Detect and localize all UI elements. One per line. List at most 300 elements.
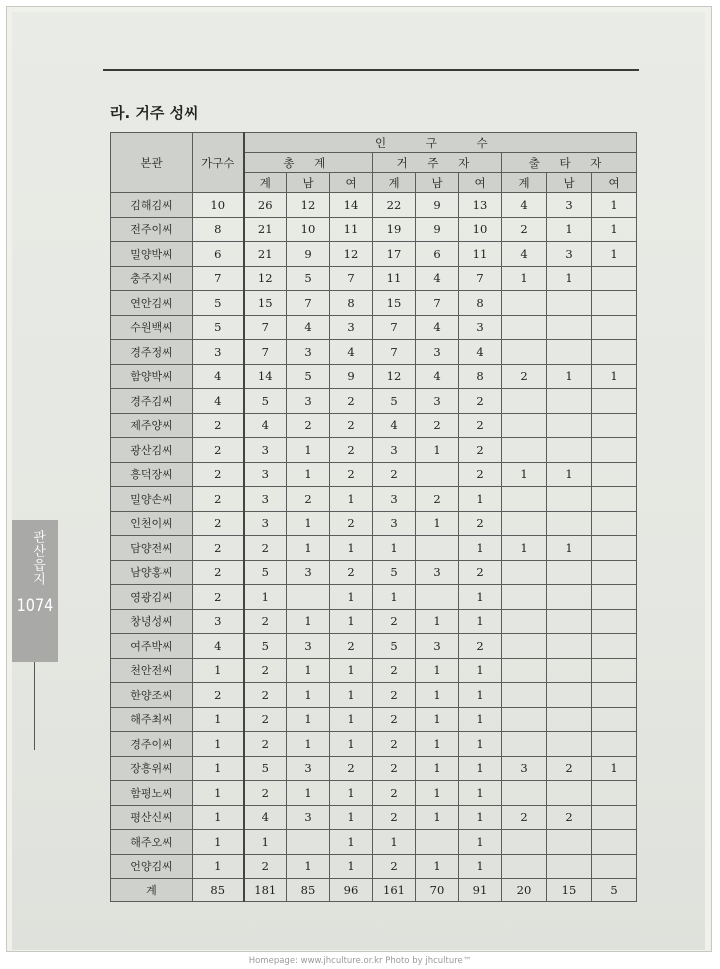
- head-group-resident: [373, 153, 502, 173]
- value-cell: 1: [193, 781, 244, 806]
- value-cell: [592, 462, 637, 487]
- value-cell: 3: [287, 805, 330, 830]
- value-cell: 1: [287, 854, 330, 879]
- value-cell: 1: [547, 462, 592, 487]
- value-cell: 1: [193, 707, 244, 732]
- value-cell: 2: [459, 560, 502, 585]
- value-cell: 10: [459, 217, 502, 242]
- value-cell: 3: [287, 756, 330, 781]
- value-cell: 2: [193, 536, 244, 561]
- value-cell: [547, 830, 592, 855]
- value-cell: 10: [193, 193, 244, 218]
- value-cell: 2: [244, 609, 287, 634]
- value-cell: 3: [287, 389, 330, 414]
- value-cell: 4: [244, 413, 287, 438]
- value-cell: 5: [244, 634, 287, 659]
- value-cell: 5: [373, 634, 416, 659]
- value-cell: 1: [330, 658, 373, 683]
- total-row: [111, 879, 637, 902]
- value-cell: [502, 658, 547, 683]
- value-cell: 19: [373, 217, 416, 242]
- value-cell: 1: [592, 364, 637, 389]
- bongwan-cell: 김해김씨: [111, 193, 193, 218]
- value-cell: 2: [330, 560, 373, 585]
- value-cell: 1: [459, 536, 502, 561]
- bongwan-cell: 담양전씨: [111, 536, 193, 561]
- value-cell: [592, 315, 637, 340]
- value-cell: [287, 585, 330, 610]
- value-cell: 7: [287, 291, 330, 316]
- value-cell: 1: [416, 854, 459, 879]
- value-cell: 3: [416, 389, 459, 414]
- value-cell: 2: [373, 805, 416, 830]
- value-cell: 1: [244, 585, 287, 610]
- head-population-label: 인 구 수: [374, 135, 506, 150]
- value-cell: 2: [459, 389, 502, 414]
- value-cell: 1: [416, 756, 459, 781]
- value-cell: 3: [373, 511, 416, 536]
- value-cell: [502, 315, 547, 340]
- value-cell: 1: [287, 658, 330, 683]
- value-cell: [592, 805, 637, 830]
- value-cell: 6: [193, 242, 244, 267]
- table-row: [111, 266, 637, 291]
- value-cell: [592, 413, 637, 438]
- value-cell: 9: [416, 217, 459, 242]
- value-cell: [547, 854, 592, 879]
- value-cell: 7: [244, 340, 287, 365]
- value-cell: 5: [193, 315, 244, 340]
- value-cell: 1: [502, 536, 547, 561]
- value-cell: 6: [416, 242, 459, 267]
- value-cell: [547, 487, 592, 512]
- value-cell: 2: [244, 683, 287, 708]
- value-cell: 9: [330, 364, 373, 389]
- value-cell: 9: [416, 193, 459, 218]
- value-cell: 3: [373, 438, 416, 463]
- value-cell: 2: [330, 756, 373, 781]
- head-group-label: 거 주 자: [396, 155, 478, 170]
- table-row: [111, 830, 637, 855]
- value-cell: 2: [193, 511, 244, 536]
- value-cell: [416, 462, 459, 487]
- value-cell: 3: [193, 609, 244, 634]
- value-cell: 1: [416, 683, 459, 708]
- value-cell: 2: [193, 683, 244, 708]
- value-cell: 4: [502, 193, 547, 218]
- table-row: [111, 781, 637, 806]
- value-cell: 9: [287, 242, 330, 267]
- value-cell: 1: [193, 658, 244, 683]
- value-cell: [416, 536, 459, 561]
- surname-table: [110, 132, 637, 902]
- value-cell: 14: [244, 364, 287, 389]
- value-cell: 1: [547, 364, 592, 389]
- value-cell: 1: [592, 193, 637, 218]
- head-bongwan: 본관: [111, 133, 193, 193]
- value-cell: 2: [459, 462, 502, 487]
- table-row: [111, 560, 637, 585]
- table-row: [111, 340, 637, 365]
- value-cell: 2: [193, 413, 244, 438]
- bongwan-cell: 남양홍씨: [111, 560, 193, 585]
- value-cell: [592, 585, 637, 610]
- value-cell: 1: [193, 805, 244, 830]
- value-cell: 4: [330, 340, 373, 365]
- head-group-total: [244, 153, 373, 173]
- value-cell: 12: [330, 242, 373, 267]
- value-cell: [592, 781, 637, 806]
- value-cell: 12: [287, 193, 330, 218]
- value-cell: [287, 830, 330, 855]
- bongwan-cell: 충주지씨: [111, 266, 193, 291]
- value-cell: [502, 585, 547, 610]
- value-cell: 3: [287, 560, 330, 585]
- value-cell: 2: [459, 511, 502, 536]
- value-cell: [592, 658, 637, 683]
- table-row: [111, 389, 637, 414]
- bongwan-cell: 평산신씨: [111, 805, 193, 830]
- value-cell: 1: [416, 609, 459, 634]
- table-row: [111, 609, 637, 634]
- value-cell: 5: [244, 756, 287, 781]
- value-cell: 5: [373, 560, 416, 585]
- bongwan-cell: 경주정씨: [111, 340, 193, 365]
- value-cell: 8: [193, 217, 244, 242]
- bongwan-cell: 경주이씨: [111, 732, 193, 757]
- total-cell: 20: [502, 879, 547, 902]
- bongwan-cell: 언양김씨: [111, 854, 193, 879]
- value-cell: [547, 560, 592, 585]
- value-cell: 1: [287, 707, 330, 732]
- value-cell: 3: [459, 315, 502, 340]
- value-cell: 5: [244, 389, 287, 414]
- value-cell: [547, 609, 592, 634]
- value-cell: 2: [330, 389, 373, 414]
- value-cell: [547, 683, 592, 708]
- value-cell: 10: [287, 217, 330, 242]
- value-cell: 3: [244, 438, 287, 463]
- bongwan-cell: 영광김씨: [111, 585, 193, 610]
- value-cell: 8: [330, 291, 373, 316]
- value-cell: 4: [193, 364, 244, 389]
- value-cell: 12: [244, 266, 287, 291]
- value-cell: 3: [330, 315, 373, 340]
- value-cell: 2: [244, 854, 287, 879]
- table-row: [111, 732, 637, 757]
- value-cell: 3: [287, 340, 330, 365]
- total-cell: 85: [193, 879, 244, 902]
- value-cell: 1: [330, 585, 373, 610]
- value-cell: 2: [330, 634, 373, 659]
- head-sub-cell: 계: [373, 173, 416, 193]
- value-cell: [547, 585, 592, 610]
- bongwan-cell: 흥덕장씨: [111, 462, 193, 487]
- table-row: [111, 217, 637, 242]
- value-cell: 4: [416, 315, 459, 340]
- value-cell: 2: [244, 658, 287, 683]
- bongwan-cell: 함양박씨: [111, 364, 193, 389]
- value-cell: 2: [193, 487, 244, 512]
- table-row: [111, 658, 637, 683]
- value-cell: 2: [547, 805, 592, 830]
- value-cell: [547, 413, 592, 438]
- value-cell: 2: [373, 707, 416, 732]
- value-cell: 2: [502, 364, 547, 389]
- table-row: [111, 683, 637, 708]
- value-cell: 1: [459, 830, 502, 855]
- value-cell: 2: [373, 756, 416, 781]
- table-row: [111, 413, 637, 438]
- value-cell: 7: [330, 266, 373, 291]
- bongwan-cell: 연안김씨: [111, 291, 193, 316]
- value-cell: 1: [459, 609, 502, 634]
- value-cell: [547, 707, 592, 732]
- bongwan-cell: 여주박씨: [111, 634, 193, 659]
- value-cell: 2: [330, 462, 373, 487]
- head-sub-cell: 계: [244, 173, 287, 193]
- value-cell: 1: [459, 658, 502, 683]
- value-cell: 22: [373, 193, 416, 218]
- total-cell: 161: [373, 879, 416, 902]
- value-cell: [502, 683, 547, 708]
- value-cell: [547, 732, 592, 757]
- value-cell: 7: [373, 340, 416, 365]
- photo-footer: Homepage: www.jhculture.or.kr Photo by jhculture™: [248, 956, 472, 966]
- total-cell: 96: [330, 879, 373, 902]
- value-cell: 1: [459, 585, 502, 610]
- value-cell: 7: [459, 266, 502, 291]
- value-cell: 4: [287, 315, 330, 340]
- value-cell: 1: [373, 536, 416, 561]
- value-cell: 1: [330, 781, 373, 806]
- value-cell: [502, 413, 547, 438]
- value-cell: 3: [547, 193, 592, 218]
- value-cell: 1: [330, 854, 373, 879]
- value-cell: 1: [459, 707, 502, 732]
- table-row: [111, 511, 637, 536]
- value-cell: [502, 781, 547, 806]
- value-cell: 2: [459, 438, 502, 463]
- bongwan-cell: 해주최씨: [111, 707, 193, 732]
- value-cell: 3: [502, 756, 547, 781]
- bongwan-cell: 한양조씨: [111, 683, 193, 708]
- value-cell: 1: [416, 707, 459, 732]
- value-cell: 2: [330, 413, 373, 438]
- value-cell: [547, 781, 592, 806]
- value-cell: [502, 487, 547, 512]
- value-cell: [502, 340, 547, 365]
- total-cell: 15: [547, 879, 592, 902]
- value-cell: 21: [244, 242, 287, 267]
- value-cell: [547, 511, 592, 536]
- page-number: 1074: [16, 596, 54, 616]
- value-cell: [592, 389, 637, 414]
- table-row: [111, 242, 637, 267]
- total-cell: 91: [459, 879, 502, 902]
- bongwan-cell: 창녕성씨: [111, 609, 193, 634]
- value-cell: 1: [287, 781, 330, 806]
- bongwan-cell: 장흥위씨: [111, 756, 193, 781]
- value-cell: [502, 707, 547, 732]
- value-cell: 2: [287, 487, 330, 512]
- value-cell: [416, 585, 459, 610]
- value-cell: [592, 609, 637, 634]
- value-cell: 1: [287, 462, 330, 487]
- value-cell: [592, 340, 637, 365]
- table-row: [111, 854, 637, 879]
- value-cell: 1: [330, 683, 373, 708]
- value-cell: 3: [547, 242, 592, 267]
- value-cell: 1: [193, 756, 244, 781]
- value-cell: 1: [459, 487, 502, 512]
- value-cell: 2: [193, 438, 244, 463]
- value-cell: 1: [193, 854, 244, 879]
- value-cell: 3: [244, 487, 287, 512]
- table-row: [111, 487, 637, 512]
- value-cell: [547, 291, 592, 316]
- value-cell: [502, 511, 547, 536]
- value-cell: 2: [193, 462, 244, 487]
- value-cell: 2: [373, 658, 416, 683]
- value-cell: 2: [244, 536, 287, 561]
- value-cell: [592, 487, 637, 512]
- value-cell: 1: [416, 805, 459, 830]
- value-cell: 8: [459, 291, 502, 316]
- value-cell: 1: [193, 830, 244, 855]
- value-cell: 12: [373, 364, 416, 389]
- head-sub-cell: 여: [592, 173, 637, 193]
- total-cell: 181: [244, 879, 287, 902]
- bongwan-cell: 해주오씨: [111, 830, 193, 855]
- table-row: [111, 805, 637, 830]
- bongwan-cell: 경주김씨: [111, 389, 193, 414]
- value-cell: 3: [244, 462, 287, 487]
- head-sub-cell: 여: [459, 173, 502, 193]
- value-cell: [592, 266, 637, 291]
- table-head: [111, 133, 637, 193]
- value-cell: [547, 634, 592, 659]
- section-title: 라. 거주 성씨: [110, 104, 199, 122]
- value-cell: 2: [244, 707, 287, 732]
- head-group-label: 총 계: [283, 155, 334, 170]
- value-cell: 2: [373, 462, 416, 487]
- value-cell: 1: [287, 732, 330, 757]
- head-sub-cell: 여: [330, 173, 373, 193]
- value-cell: 2: [193, 560, 244, 585]
- value-cell: 4: [502, 242, 547, 267]
- value-cell: 1: [547, 217, 592, 242]
- value-cell: [592, 560, 637, 585]
- value-cell: 13: [459, 193, 502, 218]
- value-cell: 2: [502, 217, 547, 242]
- table-row: [111, 364, 637, 389]
- table-row: [111, 291, 637, 316]
- value-cell: [502, 732, 547, 757]
- value-cell: 2: [547, 756, 592, 781]
- value-cell: 2: [459, 634, 502, 659]
- bongwan-cell: 전주이씨: [111, 217, 193, 242]
- value-cell: 1: [193, 732, 244, 757]
- value-cell: 7: [244, 315, 287, 340]
- value-cell: 1: [502, 462, 547, 487]
- value-cell: 1: [547, 266, 592, 291]
- value-cell: 1: [416, 658, 459, 683]
- head-population: [244, 133, 637, 153]
- head-households: 가구수: [193, 133, 244, 193]
- value-cell: 1: [459, 805, 502, 830]
- value-cell: 3: [416, 560, 459, 585]
- value-cell: 1: [459, 756, 502, 781]
- value-cell: 17: [373, 242, 416, 267]
- value-cell: 1: [244, 830, 287, 855]
- total-cell: 70: [416, 879, 459, 902]
- value-cell: 1: [287, 683, 330, 708]
- value-cell: [502, 560, 547, 585]
- value-cell: 4: [373, 413, 416, 438]
- value-cell: 1: [373, 585, 416, 610]
- value-cell: 3: [416, 634, 459, 659]
- table-row: [111, 634, 637, 659]
- value-cell: 1: [547, 536, 592, 561]
- value-cell: 3: [193, 340, 244, 365]
- bongwan-cell: 밀양손씨: [111, 487, 193, 512]
- head-sub-cell: 남: [547, 173, 592, 193]
- value-cell: [592, 854, 637, 879]
- table-row: [111, 438, 637, 463]
- value-cell: 5: [287, 266, 330, 291]
- value-cell: 1: [330, 707, 373, 732]
- value-cell: 5: [193, 291, 244, 316]
- total-cell: 85: [287, 879, 330, 902]
- value-cell: 1: [502, 266, 547, 291]
- value-cell: 1: [287, 536, 330, 561]
- value-cell: 1: [459, 732, 502, 757]
- value-cell: 1: [592, 756, 637, 781]
- head-sub-cell: 남: [287, 173, 330, 193]
- head-group-label: 출 타 자: [528, 155, 610, 170]
- value-cell: [502, 609, 547, 634]
- value-cell: 3: [287, 634, 330, 659]
- side-book-title: 관산읍지: [30, 530, 45, 586]
- side-rule: [34, 662, 35, 750]
- value-cell: 2: [416, 413, 459, 438]
- table-row: [111, 193, 637, 218]
- value-cell: 3: [244, 511, 287, 536]
- value-cell: 1: [592, 217, 637, 242]
- table-row: [111, 585, 637, 610]
- value-cell: [502, 291, 547, 316]
- value-cell: 1: [330, 609, 373, 634]
- table-body: [111, 193, 637, 902]
- value-cell: 2: [330, 438, 373, 463]
- value-cell: [547, 438, 592, 463]
- value-cell: 8: [459, 364, 502, 389]
- value-cell: [592, 438, 637, 463]
- value-cell: 5: [244, 560, 287, 585]
- value-cell: 1: [416, 732, 459, 757]
- total-cell: 5: [592, 879, 637, 902]
- value-cell: 15: [373, 291, 416, 316]
- value-cell: 1: [330, 487, 373, 512]
- table-row: [111, 536, 637, 561]
- value-cell: 7: [373, 315, 416, 340]
- value-cell: 1: [373, 830, 416, 855]
- value-cell: 2: [416, 487, 459, 512]
- value-cell: 21: [244, 217, 287, 242]
- value-cell: 1: [459, 854, 502, 879]
- value-cell: 7: [416, 291, 459, 316]
